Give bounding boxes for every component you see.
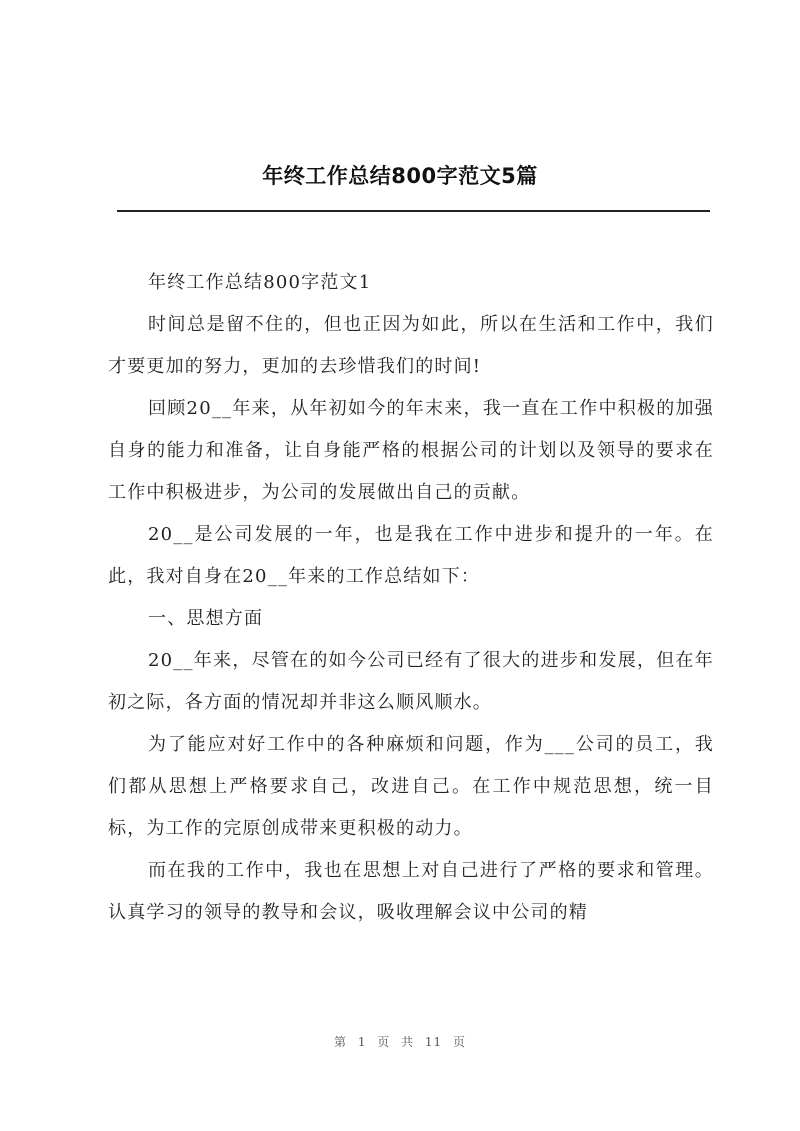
title-divider	[117, 210, 710, 212]
paragraph: 20__年来，尽管在的如今公司已经有了很大的进步和发展，但在年初之际，各方面的情况却并非这么顺风顺水。	[108, 650, 714, 713]
document-title: 年终工作总结800字范文5篇	[262, 164, 538, 188]
paragraph: 为了能应对好工作中的各种麻烦和问题，作为___公司的员工，我们都从思想上严格要求自己，改进自己。在工作中规范思想，统一目标，为工作的完原创成带来更积极的动力。	[108, 734, 714, 839]
paragraph: 而在我的工作中，我也在思想上对自己进行了严格的要求和管理。认真学习的领导的教导和会议，吸收理解会议中公司的精	[108, 860, 714, 923]
subsection-heading: 一、思想方面	[148, 608, 264, 629]
page-footer: 第 1 页 共 11 页	[334, 1035, 466, 1049]
paragraph: 时间总是留不住的，但也正因为如此，所以在生活和工作中，我们才要更加的努力，更加的去珍惜我们的时间!	[108, 314, 714, 377]
section-heading: 年终工作总结800字范文1	[148, 272, 372, 293]
paragraph: 回顾20__年来，从年初如今的年末来，我一直在工作中积极的加强自身的能力和准备，让自身能严格的根据公司的计划以及领导的要求在工作中积极进步，为公司的发展做出自己的贡献。	[108, 398, 714, 503]
document-body	[108, 262, 714, 934]
paragraph: 20__是公司发展的一年，也是我在工作中进步和提升的一年。在此，我对自身在20__年来的工作总结如下：	[108, 524, 714, 587]
